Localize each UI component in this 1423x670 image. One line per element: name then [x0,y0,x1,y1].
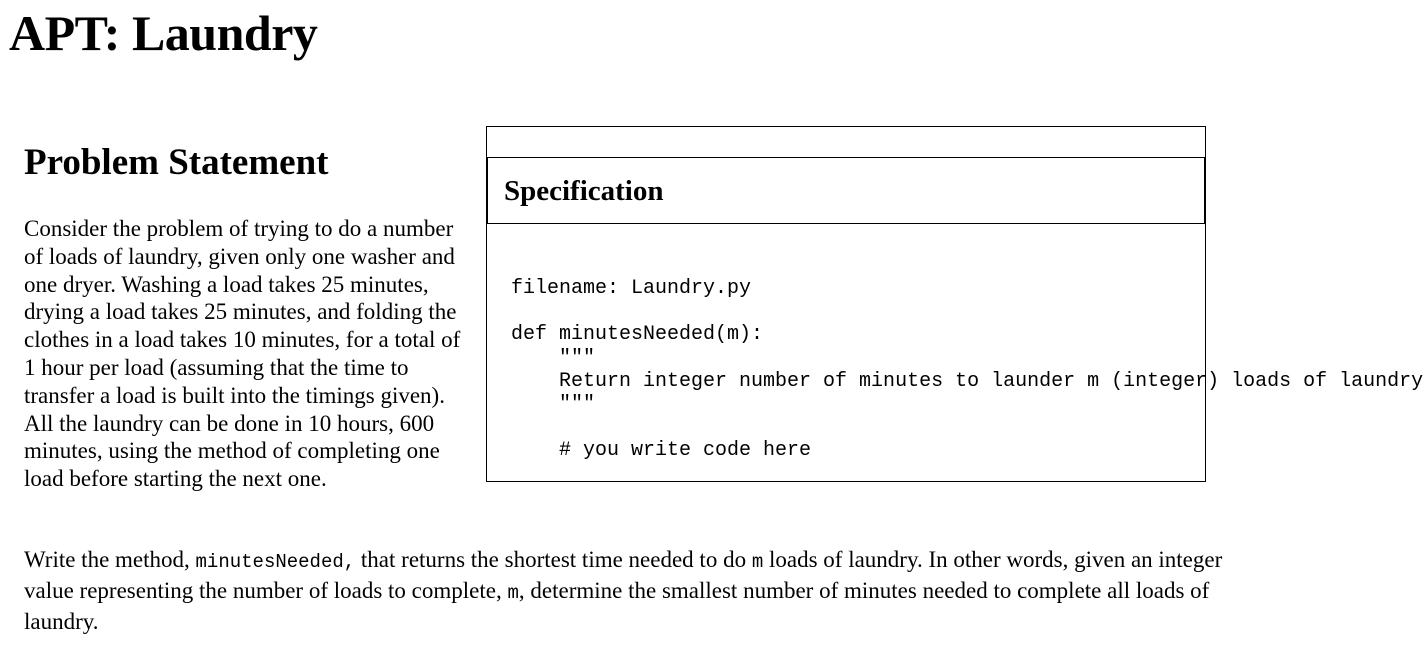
code-docstring-open: """ [511,346,596,370]
code-docstring-close: """ [511,393,596,417]
variable-m-code: m [751,551,764,573]
specification-header [487,157,1205,224]
specification-box [486,126,1423,482]
code-block [511,277,1423,463]
code-docstring-text: Return integer number of minutes to launder m (integer) loads of laundry [511,369,1423,393]
description-text: , determine the smallest number of minutes needed to complete all loads of laundry. [24,577,1210,634]
method-name-code: minutesNeeded, [195,551,356,573]
variable-m-code: m [507,581,519,604]
description-text: that returns the shortest time needed to do [355,547,752,572]
code-comment-line: # you write code here [511,439,812,463]
code-blank-line [511,416,1423,439]
problem-statement-heading: Problem Statement [24,142,329,183]
method-description-paragraph [24,546,1224,635]
page-title: APT: Laundry [9,5,318,61]
code-filename-line: filename: Laundry.py [511,277,752,300]
specification-heading: Specification [504,175,664,207]
problem-statement-paragraph: Consider the problem of trying to do a number of loads of laundry, given only one washer and one dryer. Washing a load takes 25 minutes, drying a load takes 25 minutes, and folding the clothes in a load takes 10 minutes, for a total of 1 hour per load (assuming that the time to transfer a load is built into the timings given). All the laundry can be done in 10 hours, 600 minutes, using the method of completing one load before starting the next one. [24,216,461,492]
description-text: loads of laundry. In other words, given an integer value representing the number of loads to complete, [24,547,1223,603]
code-def-line: def minutesNeeded(m): [511,323,764,347]
code-blank-line [511,300,1423,323]
description-text: Write the method, [24,547,196,572]
